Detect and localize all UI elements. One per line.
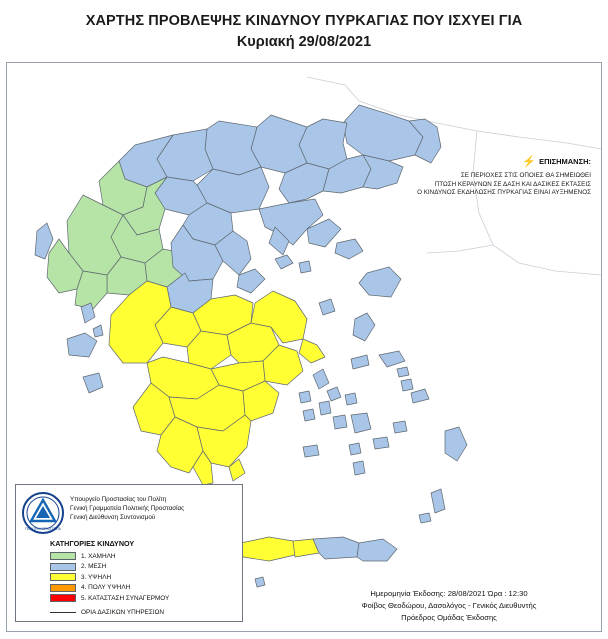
warning-note-line-2: ΠΤΩΣΗ ΚΕΡΑΥΝΩΝ ΣΕ ΔΑΣΗ ΚΑΙ ΔΑΣΙΚΕΣ ΕΚΤΑΣΕΙΣ <box>434 180 591 188</box>
legend-swatch-medium <box>50 563 76 571</box>
lightning-bolt-icon: ⚡ <box>522 156 537 168</box>
region-ios <box>349 443 361 455</box>
page-title <box>0 12 608 52</box>
legend-panel <box>15 484 243 622</box>
legend-swatch-low <box>50 552 76 560</box>
legend-label-alert: 5. ΚΑΤΑΣΤΑΣΗ ΣΥΝΑΓΕΡΜΟΥ <box>81 594 170 602</box>
issue-date: Ημερομηνία Έκδοσης: 28/08/2021 Ώρα : 12:30 <box>370 588 528 598</box>
region-kea <box>299 391 311 403</box>
legend-label-very-high: 4. ΠΟΛΥ ΥΨΗΛΗ <box>81 584 131 592</box>
legend-item-medium <box>50 562 242 573</box>
region-alonnisos <box>299 261 311 273</box>
region-mykonos <box>345 393 357 405</box>
issue-credits <box>309 588 589 624</box>
svg-text:ΠΟΛΙΤΙΚΗ ΠΡΟΣΤΑΣΙΑ: ΠΟΛΙΤΙΚΗ ΠΡΟΣΤΑΣΙΑ <box>25 527 61 531</box>
legend-item-alert <box>50 593 242 604</box>
warning-note-heading: ⚡ ΕΠΙΣΗΜΑΝΣΗ: <box>522 156 591 168</box>
legend-swatch-high <box>50 573 76 581</box>
region-santorini <box>353 461 365 475</box>
legend-label-medium: 2. ΜΕΣΗ <box>81 563 107 571</box>
legend-swatch-very-high <box>50 584 76 592</box>
legend-org-line-3: Γενική Διεύθυνση Συντονισμού <box>70 514 156 521</box>
region-kasos <box>419 513 431 523</box>
region-gavdos <box>255 577 265 587</box>
legend-boundary-entry <box>50 609 242 616</box>
legend-title: ΚΑΤΗΓΟΡΙΕΣ ΚΙΝΔΥΝΟΥ <box>50 539 135 548</box>
legend-org-line-1: Υπουργείο Προστασίας του Πολίτη <box>70 496 167 503</box>
legend-header <box>16 485 242 537</box>
region-amorgos <box>373 437 389 449</box>
legend-organization <box>70 491 184 522</box>
legend-items <box>50 551 242 604</box>
title-line-2: Κυριακή 29/08/2021 <box>236 34 372 50</box>
legend-item-high <box>50 572 242 583</box>
legend-item-very-high <box>50 583 242 594</box>
warning-note <box>355 155 591 198</box>
author-line-2: Πρόεδρος Ομάδας Έκδοσης <box>401 612 497 622</box>
region-leros <box>397 367 409 377</box>
region-syros <box>319 401 331 415</box>
legend-org-line-2: Γενική Γραμματεία Πολιτικής Προστασίας <box>70 505 185 512</box>
region-paros <box>333 415 347 429</box>
region-kythnos <box>303 409 315 421</box>
warning-note-line-1: ΣΕ ΠΕΡΙΟΧΕΣ ΣΤΙΣ ΟΠΟΙΕΣ ΘΑ ΣΗΜΕΙΩΘΕΙ <box>460 172 591 179</box>
legend-label-high: 3. ΥΨΗΛΗ <box>81 573 112 581</box>
region-naxos <box>351 413 371 433</box>
legend-swatch-alert <box>50 594 76 602</box>
forest-boundary-line-icon <box>50 612 76 613</box>
warning-note-line-3: Ο ΚΙΝΔΥΝΟΣ ΕΚΔΗΛΩΣΗΣ ΠΥΡΚΑΓΙΑΣ ΕΙΝΑΙ ΑΥΞΗΜΕΝΟΣ <box>417 189 591 197</box>
region-milos <box>303 445 319 457</box>
legend-item-low <box>50 551 242 562</box>
map-container[interactable] <box>6 62 602 632</box>
region-astypalaia <box>393 421 407 433</box>
legend-boundary-label: ΟΡΙΑ ΔΑΣΙΚΩΝ ΥΠΗΡΕΣΙΩΝ <box>81 608 165 616</box>
author-line-1: Φοίβος Θεοδώρου, Δασολόγος - Γενικός Διευθυντής <box>361 601 537 610</box>
title-line-1: ΧΑΡΤΗΣ ΠΡΟΒΛΕΨΗΣ ΚΙΝΔΥΝΟΥ ΠΥΡΚΑΓΙΑΣ ΠΟΥ ΙΣΧΥΕΙ ΓΙΑ <box>85 13 523 29</box>
civil-protection-logo <box>21 491 65 535</box>
legend-label-low: 1. ΧΑΜΗΛΗ <box>81 552 116 560</box>
region-kalymnos <box>401 379 413 391</box>
